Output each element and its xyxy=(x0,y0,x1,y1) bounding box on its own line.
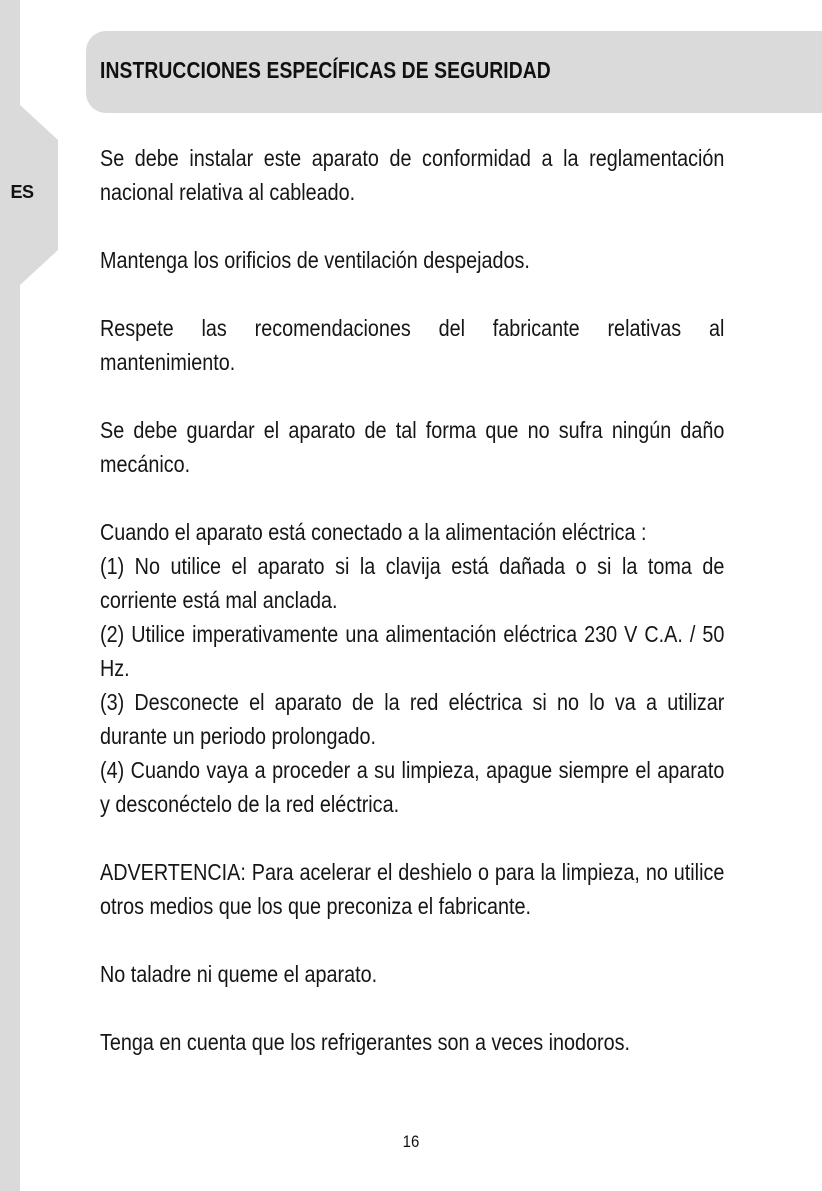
section-header xyxy=(86,31,822,113)
page-number: 16 xyxy=(402,1132,420,1151)
electrical-item-2: (2) Utilice imperativamente una alimentación eléctrica 230 V C.A. / 50 Hz. xyxy=(100,621,725,681)
electrical-instructions xyxy=(100,515,724,821)
paragraph-drill: No taladre ni queme el aparato. xyxy=(100,961,378,987)
electrical-item-1: (1) No utilice el aparato si la clavija está dañada o si la toma de corriente está mal anclada. xyxy=(100,553,725,613)
paragraph-storage: Se debe guardar el aparato de tal forma que no sufra ningún daño mecánico. xyxy=(100,417,725,477)
electrical-intro: Cuando el aparato está conectado a la alimentación eléctrica : xyxy=(100,519,647,545)
language-tab: ES xyxy=(10,182,34,202)
paragraph-warning: ADVERTENCIA: Para acelerar el deshielo o para la limpieza, no utilice otros medios que los que preconiza el fabricante. xyxy=(100,859,725,919)
electrical-item-4: (4) Cuando vaya a proceder a su limpieza, apague siempre el aparato y desconéctelo de la red eléctrica. xyxy=(100,757,725,817)
instructions-body xyxy=(100,141,724,1093)
paragraph-wiring: Se debe instalar este aparato de conformidad a la reglamentación nacional relativa al cableado. xyxy=(100,145,725,205)
electrical-item-3: (3) Desconecte el aparato de la red eléctrica si no lo va a utilizar durante un periodo prolongado. xyxy=(100,689,725,749)
side-tab-strip xyxy=(0,0,60,1191)
paragraph-maintenance: Respete las recomendaciones del fabricante relativas al mantenimiento. xyxy=(100,315,725,375)
paragraph-refrigerants: Tenga en cuenta que los refrigerantes son a veces inodoros. xyxy=(100,1029,631,1055)
side-tab-shape xyxy=(0,0,60,1191)
paragraph-ventilation: Mantenga los orificios de ventilación despejados. xyxy=(100,247,530,273)
page-title: INSTRUCCIONES ESPECÍFICAS DE SEGURIDAD xyxy=(100,57,551,83)
